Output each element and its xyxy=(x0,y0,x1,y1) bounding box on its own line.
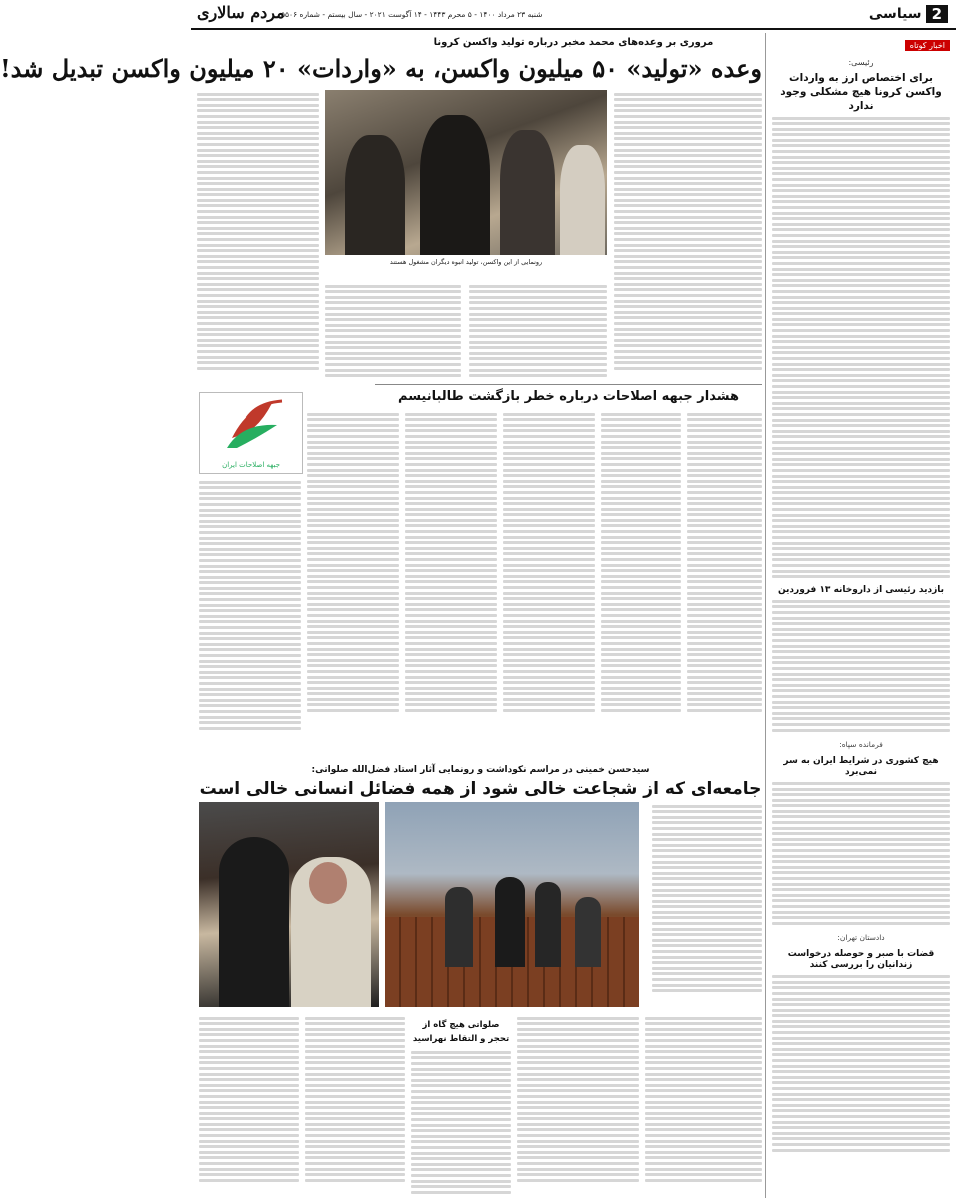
masthead-logo: مردم سالاری xyxy=(197,3,285,22)
reform-front-logo-text: جبهه اصلاحات ایران xyxy=(222,461,280,469)
right-news-column xyxy=(765,33,950,1198)
third-story-body-top xyxy=(652,802,762,1007)
top-story-photo xyxy=(325,90,607,255)
second-story-col-1 xyxy=(199,478,301,750)
page-number: 2 xyxy=(926,5,948,23)
top-story-body-left xyxy=(197,90,319,380)
dateline: شنبه ۲۳ مرداد ۱۴۰۰ - ۵ محرم ۱۴۴۳ - ۱۴ آگوست ۲۰۲۱ - سال بیستم - شماره ۵۵۰۶ xyxy=(281,10,543,19)
top-story-headline: وعده «تولید» ۵۰ میلیون واکسن، به «واردات» ۲۰ میلیون واکسن تبدیل شد! xyxy=(0,54,762,83)
page-number-block xyxy=(869,3,948,25)
top-story-body-mid-right xyxy=(469,282,607,382)
third-story-subhead: صلواتی هیچ گاه از تحجر و التقاط نهراسید xyxy=(412,1020,510,1045)
second-story-col-3 xyxy=(405,410,497,750)
right-lead-kicker: رئیسی: xyxy=(848,58,874,67)
third-story-headline: جامعه‌ای که از شجاعت خالی شود از همه فضائل انسانی خالی است xyxy=(199,779,762,799)
right-subhead-pharmacy: بازدید رئیسی از داروخانه ۱۳ فروردین xyxy=(777,585,945,596)
short-news-tag: اخبار کوتاه xyxy=(905,40,950,51)
third-story-kicker: سیدحسن خمینی در مراسم نکوداشت و رونمایی آثار استاد فضل‌الله صلواتی: xyxy=(311,765,650,775)
second-story-col-2 xyxy=(307,410,399,750)
second-story-col-4 xyxy=(503,410,595,750)
top-story-body-right xyxy=(614,90,762,380)
right-subhead-prosecutor: قضات با صبر و حوصله درخواست زندانیان را بررسی کنند xyxy=(787,948,935,971)
right-lead-title: برای اختصاص ارز به واردات واکسن کرونا هیچ مشکلی وجود ندارد xyxy=(780,72,942,113)
reform-front-logo-icon xyxy=(202,393,302,471)
second-story-headline: هشدار جبهه اصلاحات درباره خطر بازگشت طالبانیسم xyxy=(375,384,762,411)
third-story-col-4 xyxy=(517,1014,639,1198)
third-story-photo-left xyxy=(199,802,379,1007)
second-story-col-5 xyxy=(601,410,681,750)
right-lead-body xyxy=(772,117,950,579)
top-story-kicker: مروری بر وعده‌های محمد مخبر درباره تولید واکسن کرونا xyxy=(433,37,714,48)
third-story-photo-right xyxy=(385,802,639,1007)
reform-front-logo xyxy=(199,392,303,474)
right-kicker-sepah: فرمانده سپاه: xyxy=(839,739,883,749)
third-story-col-1 xyxy=(199,1014,299,1198)
page-header xyxy=(191,0,956,30)
third-story-col-3 xyxy=(411,1014,511,1198)
section-name: سیاسی xyxy=(868,6,922,22)
right-kicker-prosecutor: دادستان تهران: xyxy=(837,932,885,942)
second-story-col-6 xyxy=(687,410,762,750)
right-subhead-sepah: هیچ کشوری در شرایط ایران به سر نمی‌برد xyxy=(783,755,939,778)
third-story-col-5 xyxy=(645,1014,762,1198)
top-story-body-mid-left xyxy=(325,282,461,382)
top-photo-caption: رونمایی از این واکسن، تولید انبوه دیگران مشغول هستند xyxy=(389,258,543,266)
third-story-col-2 xyxy=(305,1014,405,1198)
